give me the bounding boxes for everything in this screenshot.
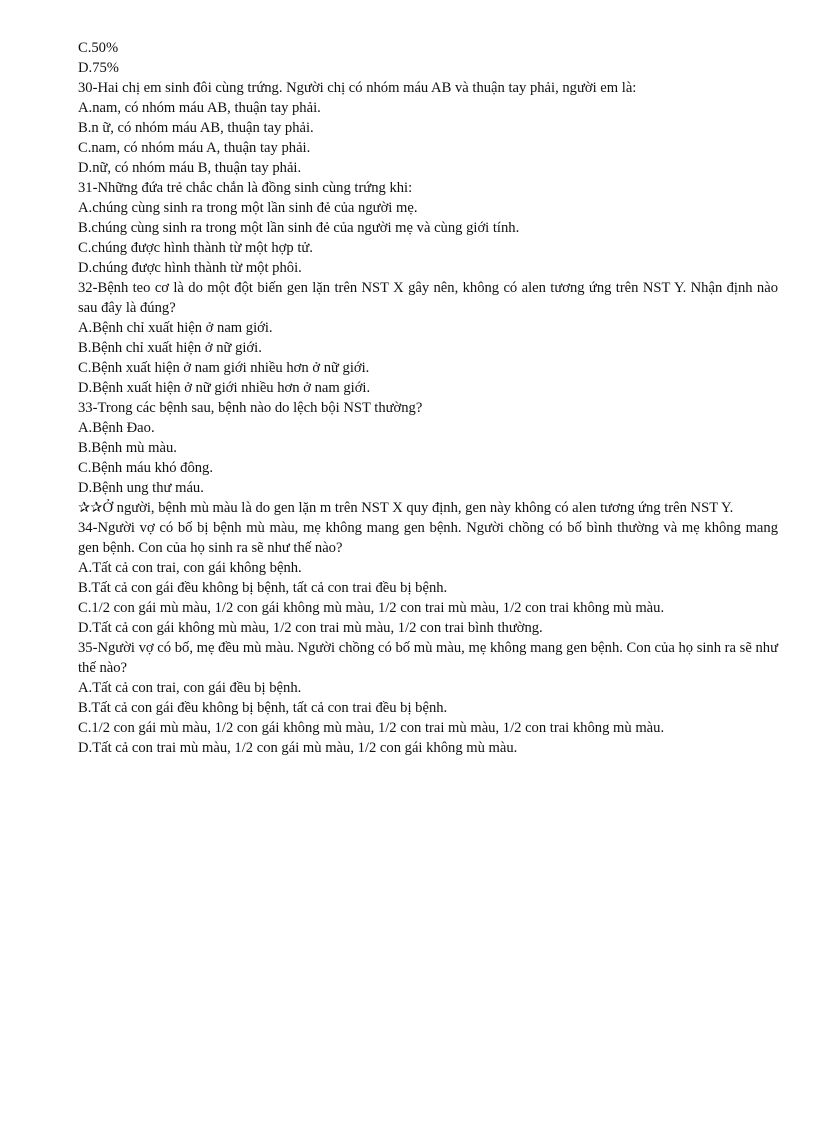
answer-option: B.Bệnh chỉ xuất hiện ở nữ giới. <box>78 340 262 356</box>
answer-option: B.Bệnh mù màu. <box>78 440 177 456</box>
answer-option: C.1/2 con gái mù màu, 1/2 con gái không mù màu, 1/2 con trai mù màu, 1/2 con trai không mù màu. <box>78 720 665 736</box>
answer-option: B.chúng cùng sinh ra trong một lần sinh đẻ của người mẹ và cùng giới tính. <box>78 220 520 236</box>
document-page <box>78 38 778 758</box>
answer-option: A.Bệnh Đao. <box>78 420 155 436</box>
answer-option: C.nam, có nhóm máu A, thuận tay phải. <box>78 140 311 156</box>
answer-option: A.chúng cùng sinh ra trong một lần sinh đẻ của người mẹ. <box>78 200 418 216</box>
answer-option: B.n ữ, có nhóm máu AB, thuận tay phải. <box>78 120 314 136</box>
answer-option: A.nam, có nhóm máu AB, thuận tay phải. <box>78 100 321 116</box>
question-32: 32-Bệnh teo cơ là do một đột biến gen lặn trên NST X gây nên, không có alen tương ứng trên NST Y. Nhận định nào sau đây là đúng? <box>78 280 778 316</box>
answer-option: A.Tất cả con trai, con gái đều bị bệnh. <box>78 680 302 696</box>
answer-option: C.Bệnh máu khó đông. <box>78 460 213 476</box>
answer-option: B.Tất cả con gái đều không bị bệnh, tất cả con trai đều bị bệnh. <box>78 700 448 716</box>
question-35: 35-Người vợ có bố, mẹ đều mù màu. Người chồng có bố mù màu, mẹ không mang gen bệnh. Con của họ sinh ra sẽ như thế nào? <box>78 640 778 676</box>
question-34: 34-Người vợ có bố bị bệnh mù màu, mẹ không mang gen bệnh. Người chồng có bố bình thường và mẹ không mang gen bệnh. Con của họ sinh ra sẽ như thế nào? <box>78 520 778 556</box>
note-color-blindness: ✰✰Ở người, bệnh mù màu là do gen lặn m trên NST X quy định, gen này không có alen tương ứng trên NST Y. <box>78 500 734 516</box>
answer-option: D.Tất cả con trai mù màu, 1/2 con gái mù màu, 1/2 con gái không mù màu. <box>78 740 518 756</box>
answer-option: D.Tất cả con gái không mù màu, 1/2 con trai mù màu, 1/2 con trai bình thường. <box>78 620 543 636</box>
answer-option: C.Bệnh xuất hiện ở nam giới nhiều hơn ở nữ giới. <box>78 360 370 376</box>
question-30: 30-Hai chị em sinh đôi cùng trứng. Người chị có nhóm máu AB và thuận tay phải, người em là: <box>78 80 637 96</box>
answer-option: C.chúng được hình thành từ một hợp tử. <box>78 240 313 256</box>
answer-option: D.Bệnh ung thư máu. <box>78 480 204 496</box>
answer-option: C.50% <box>78 40 119 56</box>
answer-option: D.75% <box>78 60 119 76</box>
answer-option: B.Tất cả con gái đều không bị bệnh, tất cả con trai đều bị bệnh. <box>78 580 448 596</box>
answer-option: C.1/2 con gái mù màu, 1/2 con gái không mù màu, 1/2 con trai mù màu, 1/2 con trai không mù màu. <box>78 600 665 616</box>
answer-option: D.Bệnh xuất hiện ở nữ giới nhiều hơn ở nam giới. <box>78 380 371 396</box>
question-31: 31-Những đứa trẻ chắc chắn là đồng sinh cùng trứng khi: <box>78 180 413 196</box>
answer-option: A.Tất cả con trai, con gái không bệnh. <box>78 560 302 576</box>
answer-option: D.nữ, có nhóm máu B, thuận tay phải. <box>78 160 302 176</box>
question-33: 33-Trong các bệnh sau, bệnh nào do lệch bội NST thường? <box>78 400 423 416</box>
answer-option: D.chúng được hình thành từ một phôi. <box>78 260 302 276</box>
answer-option: A.Bệnh chỉ xuất hiện ở nam giới. <box>78 320 273 336</box>
